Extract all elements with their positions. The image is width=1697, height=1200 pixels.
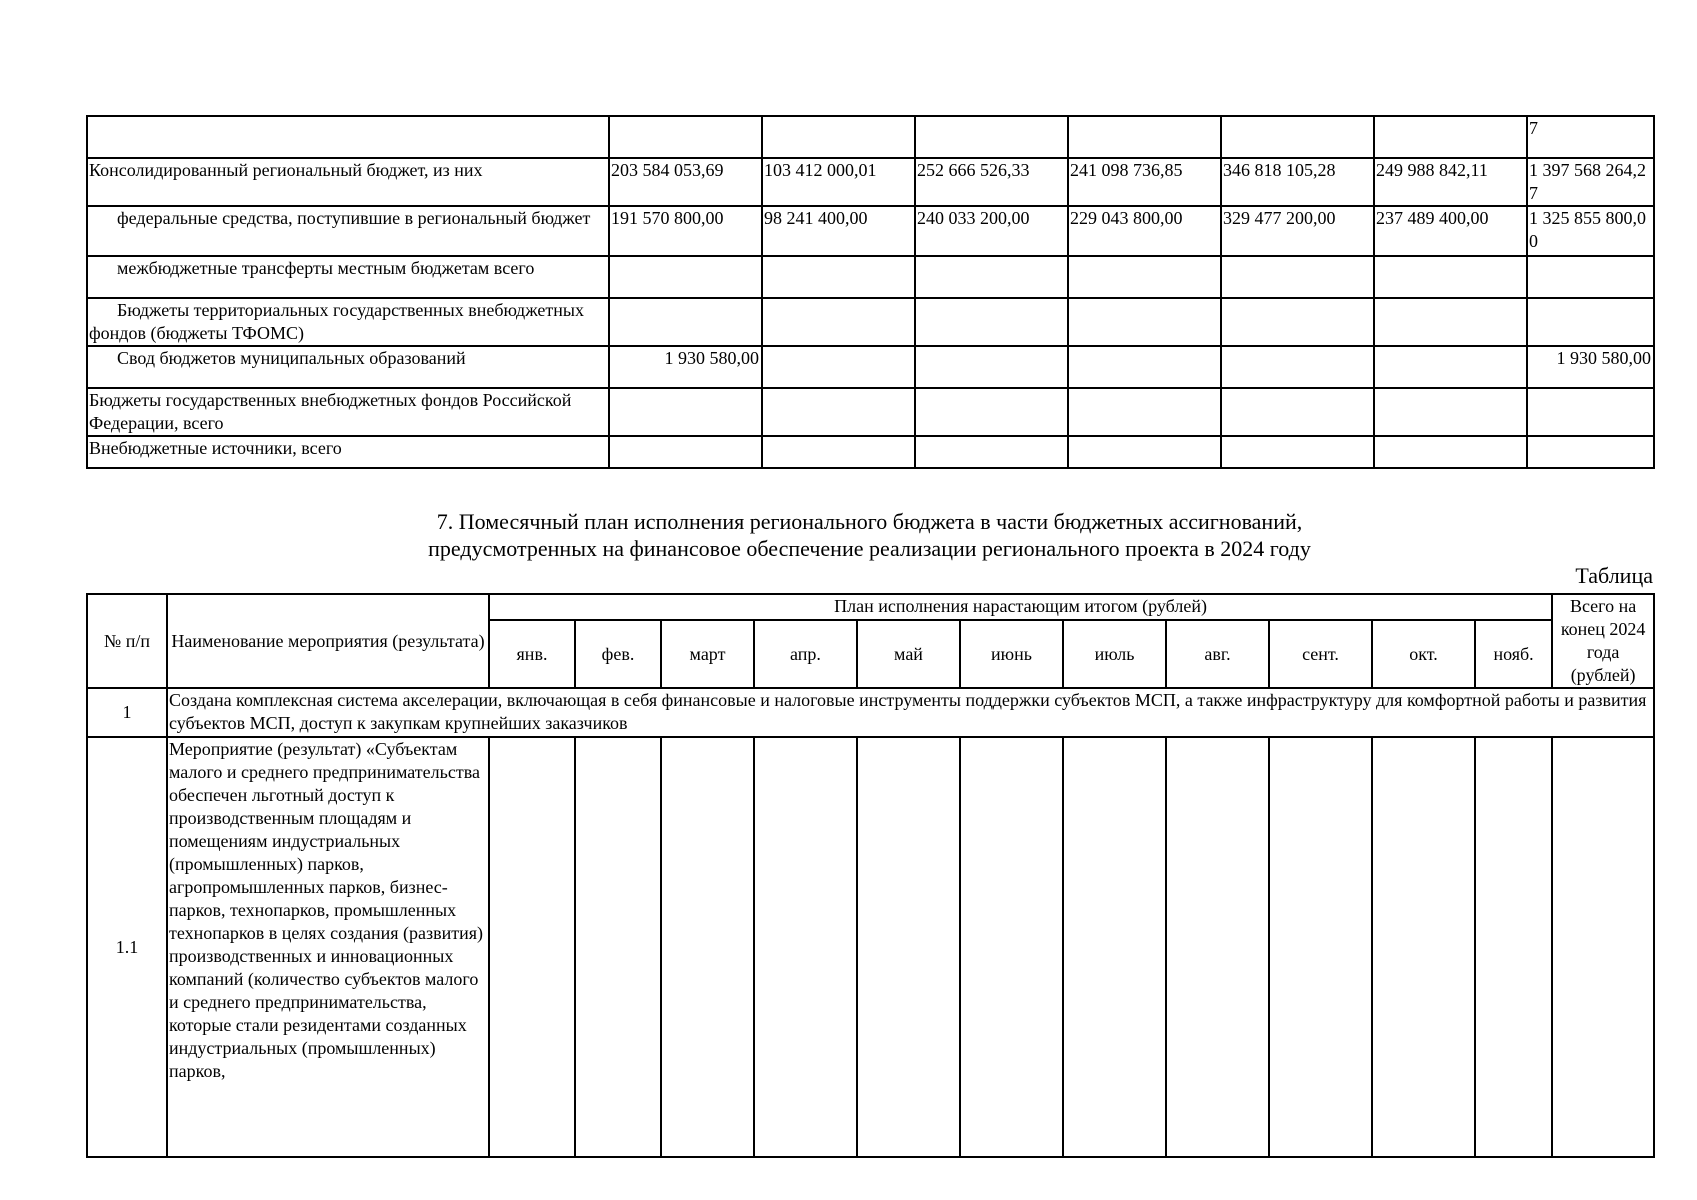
value-cell	[915, 436, 1068, 468]
table-cell	[762, 116, 915, 158]
value-cell	[1374, 346, 1527, 388]
row-label: федеральные средства, поступившие в региональный бюджет	[87, 206, 609, 256]
row-label: Бюджеты территориальных государственных внебюджетных фондов (бюджеты ТФОМС)	[87, 298, 609, 346]
section-title-line: 7. Помесячный план исполнения регионального бюджета в части бюджетных ассигнований,	[436, 509, 1303, 534]
month-header: май	[857, 620, 960, 688]
month-cell	[1166, 737, 1269, 1157]
value-cell	[609, 388, 762, 436]
value-cell: 249 988 842,11	[1374, 158, 1527, 206]
value-cell	[915, 298, 1068, 346]
month-cell	[1372, 737, 1475, 1157]
row-label: Свод бюджетов муниципальных образований	[87, 346, 609, 388]
value-cell: 203 584 053,69	[609, 158, 762, 206]
table-cell	[87, 116, 609, 158]
month-header: март	[661, 620, 754, 688]
value-cell	[1068, 298, 1221, 346]
row-label: Консолидированный региональный бюджет, из них	[87, 158, 609, 206]
table-row	[87, 206, 1654, 256]
value-cell	[1068, 436, 1221, 468]
value-cell: 240 033 200,00	[915, 206, 1068, 256]
header-row	[87, 594, 1654, 620]
month-cell	[1269, 737, 1372, 1157]
value-cell	[1527, 436, 1654, 468]
value-cell	[1527, 388, 1654, 436]
total-cell	[1552, 737, 1654, 1157]
value-cell	[762, 436, 915, 468]
value-cell	[609, 298, 762, 346]
table-cell	[1374, 116, 1527, 158]
table-row	[87, 298, 1654, 346]
row-number: 1.1	[87, 737, 167, 1157]
month-cell	[960, 737, 1063, 1157]
row-text: Мероприятие (результат) «Субъектам малого и среднего предпринимательства обеспечен льготный доступ к производственным площадям и помещениям индустриальных (промышленных) парков, агропромышленных парков, бизнес-парков, технопарков, промышленных технопарков в целях создания (развития) производственных и инновационных компаний (количество субъектов малого и среднего предпринимательства, которые стали резидентами созданных индустриальных (промышленных) парков,	[167, 737, 489, 1157]
month-cell	[754, 737, 857, 1157]
value-cell	[1221, 388, 1374, 436]
col-header-name: Наименование мероприятия (результата)	[167, 594, 489, 688]
value-cell: 103 412 000,01	[762, 158, 915, 206]
value-cell: 1 930 580,00	[609, 346, 762, 388]
value-cell: 252 666 526,33	[915, 158, 1068, 206]
month-header: окт.	[1372, 620, 1475, 688]
value-cell	[1221, 346, 1374, 388]
value-cell	[762, 346, 915, 388]
value-cell: 191 570 800,00	[609, 206, 762, 256]
value-cell	[609, 436, 762, 468]
month-cell	[661, 737, 754, 1157]
value-cell	[1374, 298, 1527, 346]
table-row	[87, 737, 1654, 1157]
value-cell: 1 325 855 800,0 0	[1527, 206, 1654, 256]
value-cell	[1068, 346, 1221, 388]
month-header: июнь	[960, 620, 1063, 688]
month-header: нояб.	[1475, 620, 1552, 688]
value-cell	[1527, 298, 1654, 346]
value-cell: 98 241 400,00	[762, 206, 915, 256]
table-cell	[915, 116, 1068, 158]
value-cell	[1374, 256, 1527, 298]
month-header: июль	[1063, 620, 1166, 688]
value-cell	[762, 388, 915, 436]
value-cell	[1221, 256, 1374, 298]
value-cell	[1221, 436, 1374, 468]
value-cell: 241 098 736,85	[1068, 158, 1221, 206]
value-cell: 1 397 568 264,2 7	[1527, 158, 1654, 206]
budget-sources-table	[86, 115, 1655, 469]
value-cell: 229 043 800,00	[1068, 206, 1221, 256]
row-text: Создана комплексная система акселерации, включающая в себя финансовые и налоговые инструменты поддержки субъектов МСП, а также инфраструктуру для комфортной работы и развития субъектов МСП, доступ к закупкам крупнейших заказчиков	[167, 688, 1654, 737]
month-header: фев.	[575, 620, 661, 688]
row-label: Бюджеты государственных внебюджетных фондов Российской Федерации, всего	[87, 388, 609, 436]
month-header: сент.	[1269, 620, 1372, 688]
value-cell	[1374, 388, 1527, 436]
table-row	[87, 158, 1654, 206]
value-cell	[915, 388, 1068, 436]
value-cell: 329 477 200,00	[1221, 206, 1374, 256]
row-label: межбюджетные трансферты местным бюджетам всего	[87, 256, 609, 298]
col-header-plan-group: План исполнения нарастающим итогом (рублей)	[489, 594, 1552, 620]
value-cell	[762, 298, 915, 346]
table-cell: 7	[1527, 116, 1654, 158]
monthly-plan-table	[86, 593, 1655, 1158]
value-cell	[1374, 436, 1527, 468]
month-cell	[1475, 737, 1552, 1157]
table-cell	[1068, 116, 1221, 158]
value-cell: 346 818 105,28	[1221, 158, 1374, 206]
value-cell	[915, 256, 1068, 298]
section-title-line: предусмотренных на финансовое обеспечение реализации регионального проекта в 2024 году	[428, 536, 1311, 561]
month-header: апр.	[754, 620, 857, 688]
row-label: Внебюджетные источники, всего	[87, 436, 609, 468]
value-cell	[1527, 256, 1654, 298]
table-row	[87, 436, 1654, 468]
row-number: 1	[87, 688, 167, 737]
value-cell	[1068, 256, 1221, 298]
value-cell	[1068, 388, 1221, 436]
table-row	[87, 346, 1654, 388]
section-title	[86, 508, 1653, 562]
table-row	[87, 388, 1654, 436]
value-cell: 1 930 580,00	[1527, 346, 1654, 388]
table-cell	[1221, 116, 1374, 158]
table-row	[87, 688, 1654, 737]
table-label: Таблица	[1575, 563, 1653, 588]
col-header-total: Всего на конец 2024 года (рублей)	[1552, 594, 1654, 688]
table-row	[87, 116, 1654, 158]
month-cell	[489, 737, 575, 1157]
value-cell	[609, 256, 762, 298]
month-cell	[575, 737, 661, 1157]
month-cell	[1063, 737, 1166, 1157]
value-cell	[1221, 298, 1374, 346]
month-header: янв.	[489, 620, 575, 688]
value-cell	[762, 256, 915, 298]
month-cell	[857, 737, 960, 1157]
table-row	[87, 256, 1654, 298]
col-header-num: № п/п	[87, 594, 167, 688]
value-cell: 237 489 400,00	[1374, 206, 1527, 256]
value-cell	[915, 346, 1068, 388]
table-cell	[609, 116, 762, 158]
month-header: авг.	[1166, 620, 1269, 688]
